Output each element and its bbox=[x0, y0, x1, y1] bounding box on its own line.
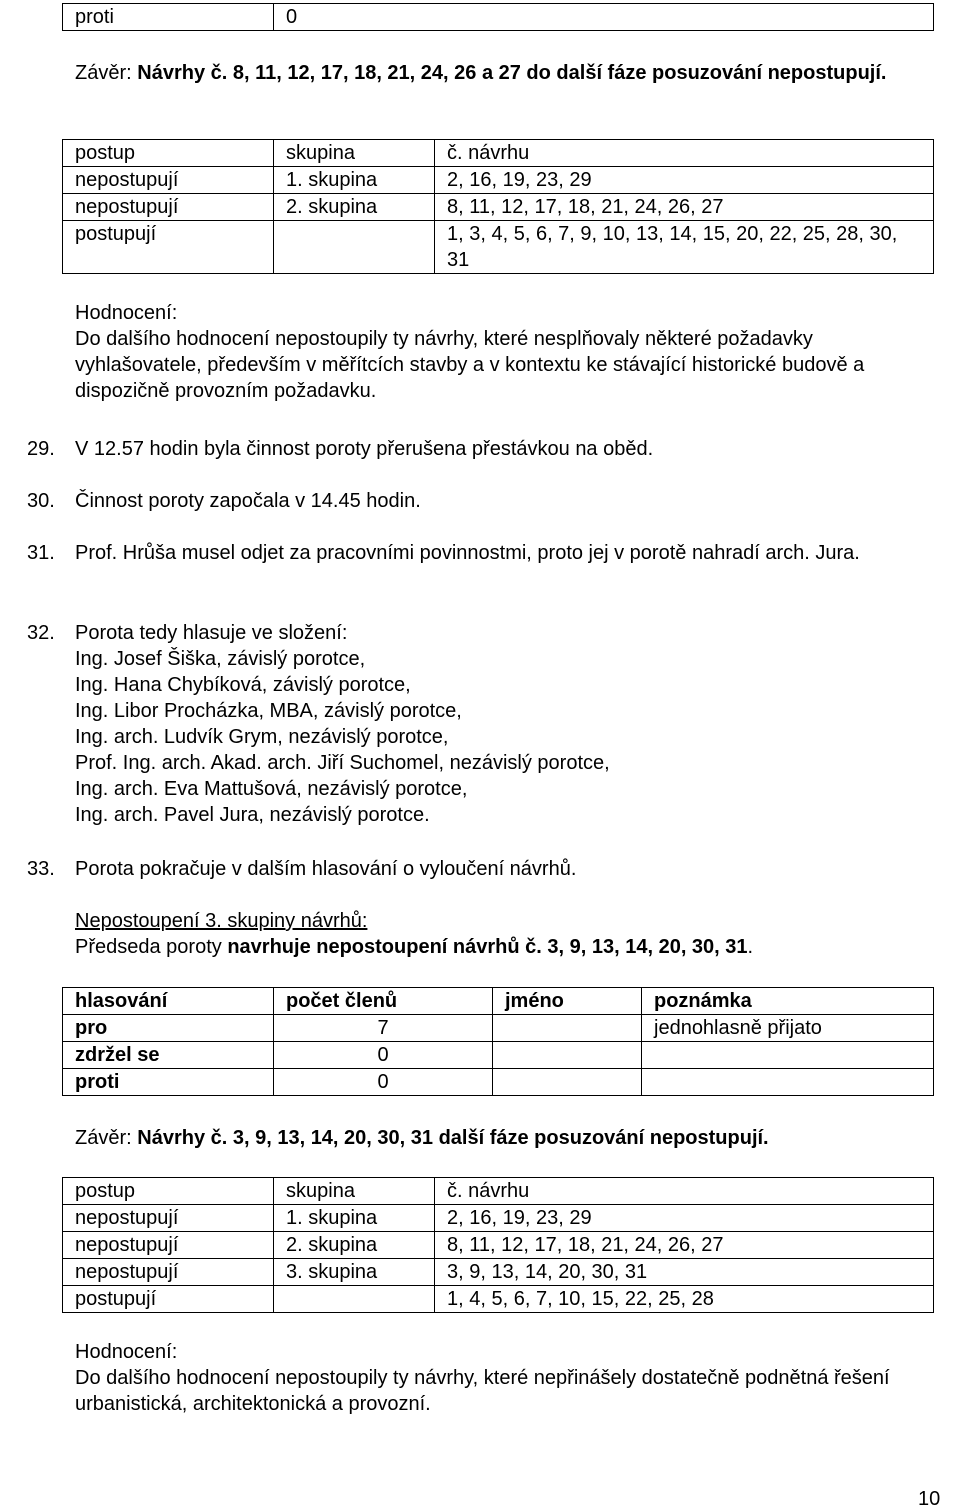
table-row bbox=[63, 1205, 934, 1232]
conclusion-1 bbox=[75, 60, 895, 86]
evaluation-heading: Hodnocení: bbox=[75, 302, 178, 324]
advancement-table-2 bbox=[62, 1177, 934, 1313]
table-cell: 2. skupina bbox=[274, 194, 435, 221]
header-cell: č. návrhu bbox=[435, 1178, 934, 1205]
jury-list bbox=[75, 646, 935, 828]
header-cell: jméno bbox=[493, 988, 642, 1015]
table-cell: postupují bbox=[63, 1286, 274, 1313]
header-cell: skupina bbox=[274, 1178, 435, 1205]
table-cell: nepostupují bbox=[63, 167, 274, 194]
list-item: Ing. Hana Chybíková, závislý porotce, bbox=[75, 674, 411, 696]
table-cell bbox=[493, 1015, 642, 1042]
table-header-row bbox=[63, 1178, 934, 1205]
proposal-suffix: . bbox=[747, 936, 754, 958]
header-cell: č. návrhu bbox=[435, 140, 934, 167]
table-cell: zdržel se bbox=[63, 1042, 274, 1069]
table-header-row bbox=[63, 140, 934, 167]
item-number: 32. bbox=[27, 622, 55, 644]
header-cell: počet členů bbox=[274, 988, 493, 1015]
item-number: 29. bbox=[27, 438, 55, 460]
table-cell: 2. skupina bbox=[274, 1232, 435, 1259]
proposal-block bbox=[75, 908, 935, 960]
evaluation-1 bbox=[75, 300, 935, 404]
item-text: Porota pokračuje v dalším hlasování o vyloučení návrhů. bbox=[75, 858, 577, 880]
table-cell: nepostupují bbox=[63, 194, 274, 221]
item-text: Činnost poroty započala v 14.45 hodin. bbox=[75, 490, 421, 512]
table-cell: 0 bbox=[274, 1069, 493, 1096]
advancement-table-1 bbox=[62, 139, 934, 274]
table-row bbox=[63, 221, 934, 274]
item-number: 33. bbox=[27, 858, 55, 880]
table-cell: 3. skupina bbox=[274, 1259, 435, 1286]
list-item: Ing. arch. Pavel Jura, nezávislý porotce. bbox=[75, 804, 430, 826]
table-cell: 3, 9, 13, 14, 20, 30, 31 bbox=[435, 1259, 934, 1286]
table-cell: proti bbox=[63, 1069, 274, 1096]
evaluation-text: Do dalšího hodnocení nepostoupily ty návrhy, které nesplňovaly některé požadavky vyhlašovatele, především v měřítcích stavby a v kontextu ke stávající historické budově a dispozičně provozním požadavku. bbox=[75, 328, 865, 402]
table-cell: 1, 4, 5, 6, 7, 10, 15, 22, 25, 28 bbox=[435, 1286, 934, 1313]
table-row bbox=[63, 194, 934, 221]
evaluation-heading: Hodnocení: bbox=[75, 1341, 178, 1363]
list-item: Ing. Josef Šiška, závislý porotce, bbox=[75, 648, 366, 670]
header-cell: skupina bbox=[274, 140, 435, 167]
header-cell: postup bbox=[63, 140, 274, 167]
table-row bbox=[63, 1069, 934, 1096]
header-cell: poznámka bbox=[642, 988, 934, 1015]
conclusion-prefix: Závěr: bbox=[75, 62, 138, 84]
table-cell: 0 bbox=[274, 1042, 493, 1069]
table-cell: 7 bbox=[274, 1015, 493, 1042]
table-row bbox=[63, 1042, 934, 1069]
list-item: Ing. arch. Ludvík Grym, nezávislý porotce, bbox=[75, 726, 449, 748]
proposal-heading: Nepostoupení 3. skupiny návrhů: bbox=[75, 910, 368, 932]
top-vote-table bbox=[62, 3, 934, 31]
conclusion-prefix: Závěr: bbox=[75, 1127, 138, 1149]
table-cell bbox=[642, 1042, 934, 1069]
item-text: Porota tedy hlasuje ve složení: bbox=[75, 622, 348, 644]
proposal-text bbox=[75, 934, 935, 960]
table-row bbox=[63, 1286, 934, 1313]
table-header-row bbox=[63, 988, 934, 1015]
table-cell bbox=[274, 1286, 435, 1313]
item-text: Prof. Hrůša musel odjet za pracovními povinnostmi, proto jej v porotě nahradí arch. Jura. bbox=[75, 542, 860, 564]
conclusion-text: Návrhy č. 3, 9, 13, 14, 20, 30, 31 další fáze posuzování nepostupují. bbox=[137, 1127, 769, 1149]
evaluation-2 bbox=[75, 1339, 945, 1417]
item-number: 30. bbox=[27, 490, 55, 512]
list-item: Ing. arch. Eva Mattušová, nezávislý porotce, bbox=[75, 778, 468, 800]
item-text: V 12.57 hodin byla činnost poroty přerušena přestávkou na oběd. bbox=[75, 438, 654, 460]
table-cell: 1. skupina bbox=[274, 167, 435, 194]
proposal-prefix: Předseda poroty bbox=[75, 936, 228, 958]
table-cell: nepostupují bbox=[63, 1259, 274, 1286]
table-cell bbox=[493, 1069, 642, 1096]
list-item: Ing. Libor Procházka, MBA, závislý porotce, bbox=[75, 700, 462, 722]
table-cell bbox=[642, 1069, 934, 1096]
header-cell: hlasování bbox=[63, 988, 274, 1015]
table-cell: nepostupují bbox=[63, 1232, 274, 1259]
table-cell: 2, 16, 19, 23, 29 bbox=[435, 167, 934, 194]
proposal-bold: navrhuje nepostoupení návrhů č. 3, 9, 13, 14, 20, 30, 31 bbox=[227, 936, 748, 958]
table-cell: proti bbox=[63, 4, 274, 31]
table-cell: 1, 3, 4, 5, 6, 7, 9, 10, 13, 14, 15, 20, 22, 25, 28, 30, 31 bbox=[435, 221, 934, 274]
table-cell: 1. skupina bbox=[274, 1205, 435, 1232]
item-number: 31. bbox=[27, 542, 55, 564]
table-cell: 2, 16, 19, 23, 29 bbox=[435, 1205, 934, 1232]
list-item: Prof. Ing. arch. Akad. arch. Jiří Suchomel, nezávislý porotce, bbox=[75, 752, 610, 774]
table-row bbox=[63, 1015, 934, 1042]
table-cell: 8, 11, 12, 17, 18, 21, 24, 26, 27 bbox=[435, 1232, 934, 1259]
table-cell: nepostupují bbox=[63, 1205, 274, 1232]
table-cell: 0 bbox=[274, 4, 934, 31]
table-cell: jednohlasně přijato bbox=[642, 1015, 934, 1042]
table-row bbox=[63, 167, 934, 194]
table-cell bbox=[493, 1042, 642, 1069]
conclusion-2 bbox=[75, 1125, 935, 1151]
evaluation-text: Do dalšího hodnocení nepostoupily ty návrhy, které nepřinášely dostatečně podnětná řešení urbanistická, architektonická a provozní. bbox=[75, 1367, 890, 1415]
table-row bbox=[63, 4, 934, 31]
conclusion-text: Návrhy č. 8, 11, 12, 17, 18, 21, 24, 26 a 27 do další fáze posuzování nepostupují. bbox=[137, 62, 887, 84]
table-row bbox=[63, 1232, 934, 1259]
vote-table bbox=[62, 987, 934, 1096]
table-row bbox=[63, 1259, 934, 1286]
table-cell: postupují bbox=[63, 221, 274, 274]
table-cell bbox=[274, 221, 435, 274]
table-cell: 8, 11, 12, 17, 18, 21, 24, 26, 27 bbox=[435, 194, 934, 221]
header-cell: postup bbox=[63, 1178, 274, 1205]
page-number: 10 bbox=[918, 1488, 941, 1510]
table-cell: pro bbox=[63, 1015, 274, 1042]
